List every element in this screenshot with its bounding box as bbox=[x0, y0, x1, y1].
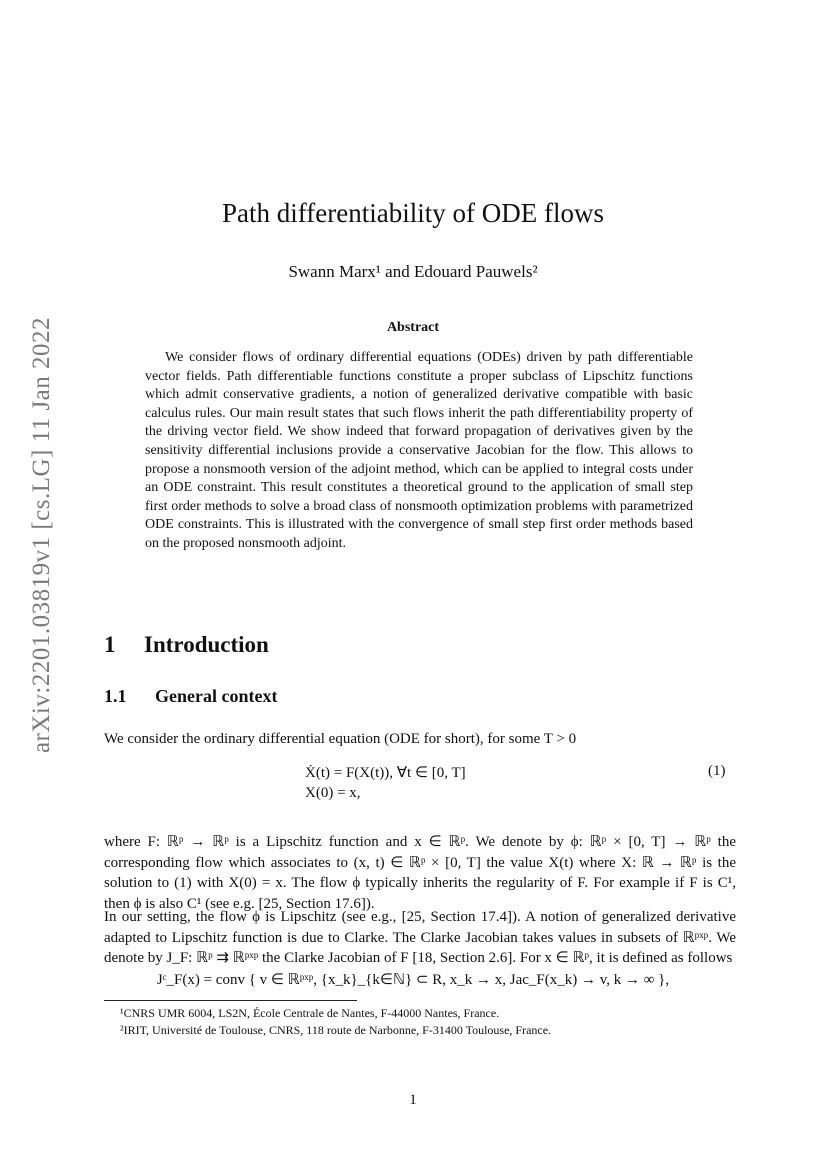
section-number: 1 bbox=[104, 632, 116, 657]
page-number: 1 bbox=[409, 1092, 417, 1108]
equation-clarke-jacobian: Jᶜ_F(x) = conv { v ∈ ℝᵖˣᵖ, {x_k}_{k∈ℕ} ⊂ R, x_k → x, Jac_F(x_k) → v, k → ∞ }, bbox=[156, 972, 670, 988]
equation-1-line-1: Ẋ(t) = F(X(t)), ∀t ∈ [0, T] bbox=[305, 765, 466, 781]
abstract-body: We consider flows of ordinary differential equations (ODEs) driven by path differentiable vector fields. Path differentiable functions constitute a proper subclass of Lipschitz functions which admit conservative gradients, a notion of generalized derivative compatible with basic calculus rules. Our main result states that such flows inherit the path differentiability property of the driving vector field. We show indeed that forward propagation of derivatives given by the sensitivity differential inclusions provide a conservative Jacobian for the flow. This allows to propose a nonsmooth version of the adjoint method, which can be applied to integral costs under an ODE constraint. This result constitutes a theoretical ground to the application of small step first order methods to solve a broad class of nonsmooth optimization problems with parametrized ODE constraints. This is illustrated with the convergence of small step first order methods based on the proposed nonsmooth adjoint. bbox=[145, 350, 693, 551]
footnote-2: ²IRIT, Université de Toulouse, CNRS, 118 route de Narbonne, F-31400 Toulouse, France. bbox=[120, 1023, 552, 1037]
abstract-heading: Abstract bbox=[386, 320, 440, 335]
paragraph-ode-intro: We consider the ordinary differential equation (ODE for short), for some T > 0 bbox=[104, 731, 577, 747]
equation-1-number: (1) bbox=[708, 763, 726, 779]
section-heading bbox=[104, 632, 269, 658]
subsection-title: General context bbox=[155, 686, 278, 706]
paragraph-clarke-jacobian: In our setting, the flow ϕ is Lipschitz (see e.g., [25, Section 17.4]). A notion of generalized derivative adapted to Lipschitz function is due to Clarke. The Clarke Jacobian takes values in subsets of ℝᵖˣᵖ. We denote by J_F: ℝᵖ ⇉ ℝᵖˣᵖ the Clarke Jacobian of F [18, Section 2.6]. For x ∈ ℝᵖ, it is defined as follows bbox=[104, 909, 736, 966]
subsection-number: 1.1 bbox=[104, 686, 127, 706]
subsection-heading bbox=[104, 686, 277, 707]
section-title: Introduction bbox=[144, 632, 269, 657]
footnote-divider bbox=[104, 1000, 357, 1001]
paper-title: Path differentiability of ODE flows bbox=[222, 198, 604, 228]
equation-1-line-2: X(0) = x, bbox=[305, 785, 361, 801]
arxiv-identifier-text: arXiv:2201.03819v1 [cs.LG] 11 Jan 2022 bbox=[28, 316, 55, 754]
arxiv-identifier-stamp bbox=[22, 316, 62, 754]
footnote-1: ¹CNRS UMR 6004, LS2N, École Centrale de Nantes, F-44000 Nantes, France. bbox=[120, 1006, 500, 1020]
author-list: Swann Marx¹ and Edouard Pauwels² bbox=[288, 262, 538, 281]
paragraph-flow-definition: where F: ℝᵖ → ℝᵖ is a Lipschitz function and x ∈ ℝᵖ. We denote by ϕ: ℝᵖ × [0, T] → ℝᵖ the corresponding flow which associates to (x, t) ∈ ℝᵖ × [0, T] the value X(t) where X: ℝ → ℝᵖ is the solution to (1) with X(0) = x. The flow ϕ typically inherits the regularity of F. For example if F is C¹, then ϕ is also C¹ (see e.g. [25, Section 17.6]). bbox=[104, 834, 736, 912]
